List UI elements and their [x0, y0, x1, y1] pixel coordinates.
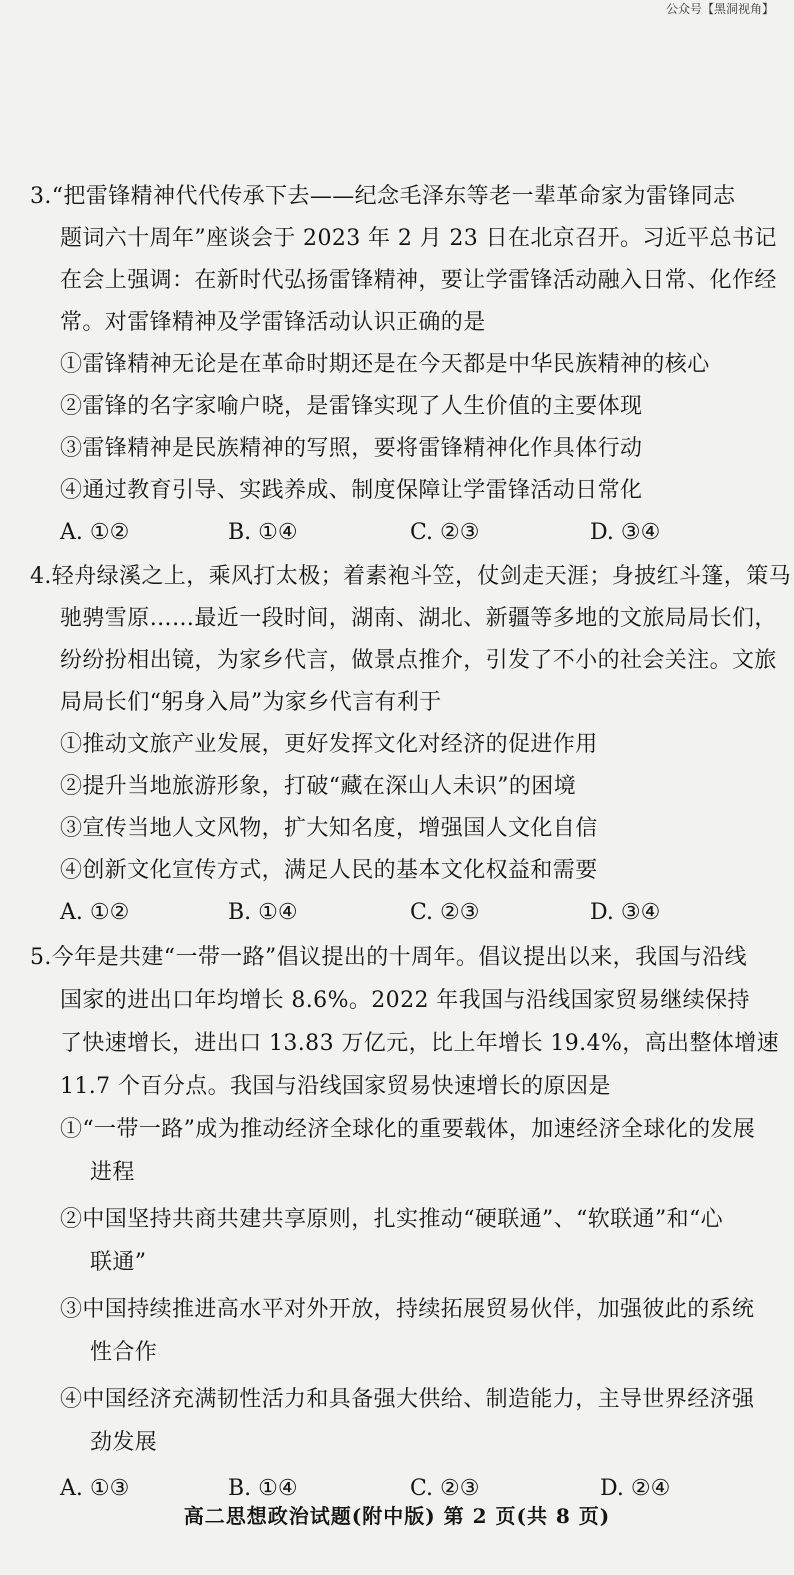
answer-choices [60, 892, 740, 934]
watermark-text: 公众号【黑洞视角】 [665, 2, 774, 16]
question-option-continuation: 劲发展 [90, 1430, 158, 1455]
question-stem-line: 常。对雷锋精神及学雷锋活动认识正确的是 [60, 310, 486, 335]
question-option: ③宣传当地人文风物，扩大知名度，增强国人文化自信 [60, 816, 598, 841]
question-option-continuation: 进程 [90, 1160, 135, 1185]
question-option-continuation: 性合作 [90, 1340, 158, 1365]
question-option: ③中国持续推进高水平对外开放，持续拓展贸易伙伴，加强彼此的系统 [60, 1297, 755, 1322]
choice-b: B. ①④ [228, 520, 298, 545]
question-stem-line: 在会上强调：在新时代弘扬雷锋精神，要让学雷锋活动融入日常、化作经 [60, 268, 777, 293]
choice-c: C. ②③ [410, 520, 480, 545]
choice-c: C. ②③ [410, 900, 480, 925]
question-5 [30, 936, 780, 1510]
question-stem-line: 题词六十周年”座谈会于 2023 年 2 月 23 日在北京召开。习近平总书记 [60, 226, 777, 251]
question-option: ②雷锋的名字家喻户晓，是雷锋实现了人生价值的主要体现 [60, 394, 643, 419]
question-stem-line: 11.7 个百分点。我国与沿线国家贸易快速增长的原因是 [60, 1074, 611, 1099]
page-footer: 高二思想政治试题(附中版) 第 2 页(共 8 页) [183, 1504, 611, 1528]
question-option-continuation: 联通” [90, 1250, 147, 1275]
question-stem-line: 纷纷扮相出镜，为家乡代言，做景点推介，引发了不小的社会关注。文旅 [60, 648, 777, 673]
exam-page-content [30, 176, 791, 1510]
question-stem-line: 驰骋雪原……最近一段时间，湖南、湖北、新疆等多地的文旅局局长们， [60, 606, 777, 631]
question-option: ①推动文旅产业发展，更好发挥文化对经济的促进作用 [60, 732, 598, 757]
question-3 [30, 176, 777, 554]
choice-d: D. ②④ [600, 1476, 671, 1501]
question-stem-line: 了快速增长，进出口 13.83 万亿元，比上年增长 19.4%，高出整体增速 [60, 1031, 780, 1056]
choice-a: A. ①② [60, 900, 130, 925]
question-4 [30, 556, 791, 934]
question-option: ②提升当地旅游形象，打破“藏在深山人未识”的困境 [60, 774, 577, 799]
choice-b: B. ①④ [228, 900, 298, 925]
question-stem-line: 3.“把雷锋精神代代传承下去——纪念毛泽东等老一辈革命家为雷锋同志 [30, 184, 736, 209]
choice-a: A. ①② [60, 520, 130, 545]
question-option: ②中国坚持共商共建共享原则，扎实推动“硬联通”、“软联通”和“心 [60, 1207, 724, 1232]
question-option: ③雷锋精神是民族精神的写照，要将雷锋精神化作具体行动 [60, 436, 643, 461]
question-option: ④中国经济充满韧性活力和具备强大供给、制造能力，主导世界经济强 [60, 1387, 755, 1412]
choice-c: C. ②③ [410, 1476, 480, 1501]
choice-d: D. ③④ [590, 520, 661, 545]
question-option: ①雷锋精神无论是在革命时期还是在今天都是中华民族精神的核心 [60, 352, 710, 377]
choice-d: D. ③④ [590, 900, 661, 925]
question-option: ①“一带一路”成为推动经济全球化的重要载体，加速经济全球化的发展 [60, 1117, 756, 1142]
question-stem-line: 局局长们“躬身入局”为家乡代言有利于 [60, 690, 442, 715]
answer-choices [60, 512, 740, 554]
question-stem-line: 国家的进出口年均增长 8.6%。2022 年我国与沿线国家贸易继续保持 [60, 988, 750, 1013]
question-option: ④通过教育引导、实践养成、制度保障让学雷锋活动日常化 [60, 478, 643, 503]
question-stem-line: 4.轻舟绿溪之上，乘风打太极；着素袍斗笠，仗剑走天涯；身披红斗篷，策马 [30, 564, 791, 589]
choice-b: B. ①④ [228, 1476, 298, 1501]
question-stem-line: 5.今年是共建“一带一路”倡议提出的十周年。倡议提出以来，我国与沿线 [30, 945, 748, 970]
question-option: ④创新文化宣传方式，满足人民的基本文化权益和需要 [60, 858, 598, 883]
choice-a: A. ①③ [60, 1476, 130, 1501]
